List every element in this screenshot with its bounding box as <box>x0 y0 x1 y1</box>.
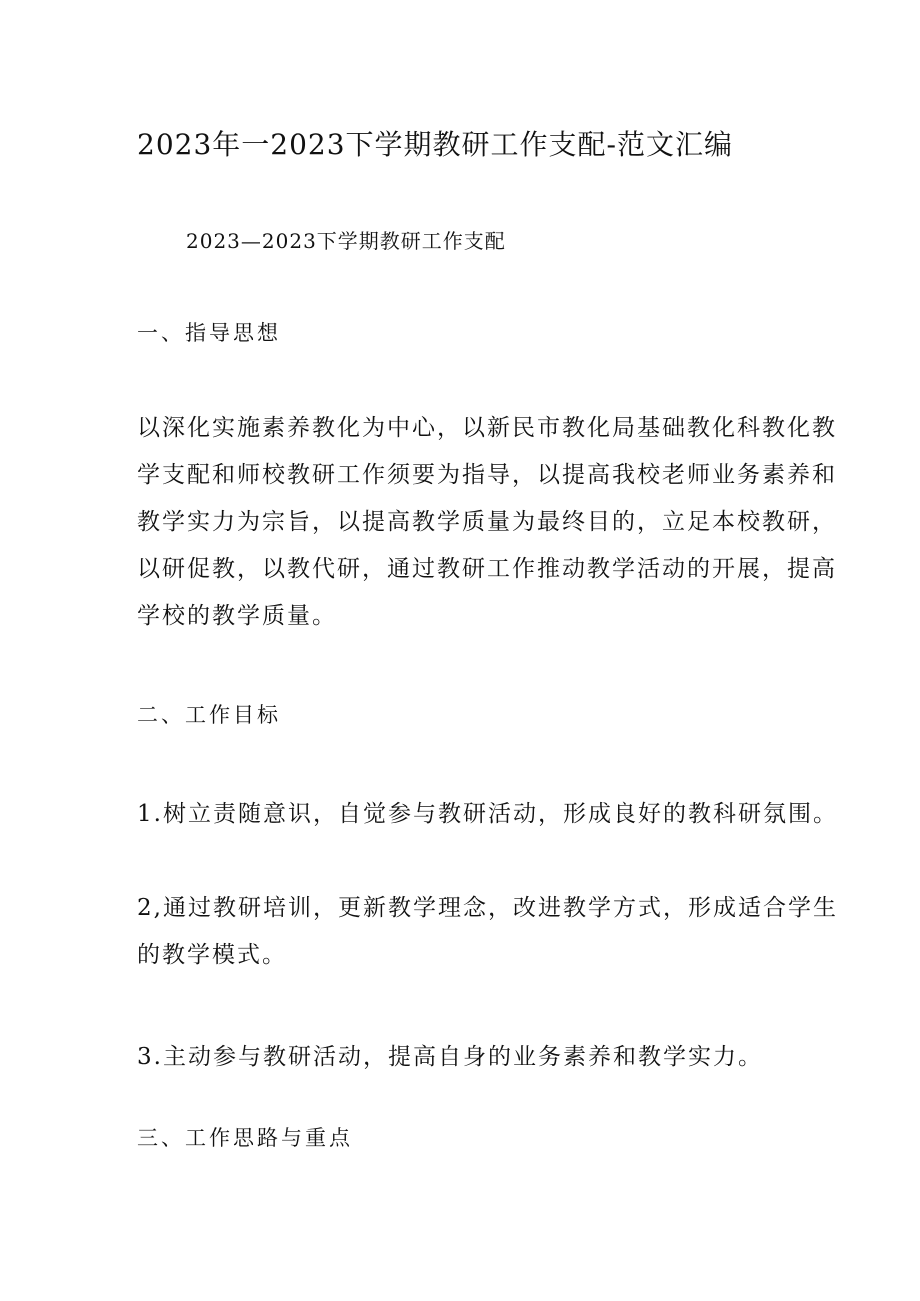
document-subtitle: 2023—2023下学期教研工作支配 <box>186 229 506 253</box>
document-title: 2023年一2023下学期教研工作支配-范文汇编 <box>137 128 733 161</box>
goal-item-1: 1.树立责随意识，自觉参与教研活动，形成良好的教科研氛围。 <box>137 801 838 827</box>
paragraph-line: 学支配和师校教研工作须要为指导，以提高我校老师业务素养和 <box>137 462 837 488</box>
goal-item-2-line: 的教学模式。 <box>137 942 287 968</box>
goal-item-3: 3.主动参与教研活动，提高自身的业务素养和教学实力。 <box>137 1044 763 1070</box>
paragraph-line: 以深化实施素养教化为中心，以新民市教化局基础教化科教化教 <box>137 415 837 441</box>
goal-item-2-line: 2,通过教研培训，更新教学理念，改进教学方式，形成适合学生 <box>137 895 838 921</box>
section-heading-work-goals: 二、工作目标 <box>137 703 281 727</box>
paragraph-line: 学校的教学质量。 <box>137 603 337 629</box>
section-heading-work-ideas: 三、工作思路与重点 <box>137 1126 353 1150</box>
paragraph-line: 教学实力为宗旨，以提高教学质量为最终目的，立足本校教研， <box>137 509 837 535</box>
section-heading-guiding-thought: 一、指导思想 <box>137 321 281 345</box>
paragraph-line: 以研促教，以教代研，通过教研工作推动教学活动的开展，提高 <box>137 556 837 582</box>
